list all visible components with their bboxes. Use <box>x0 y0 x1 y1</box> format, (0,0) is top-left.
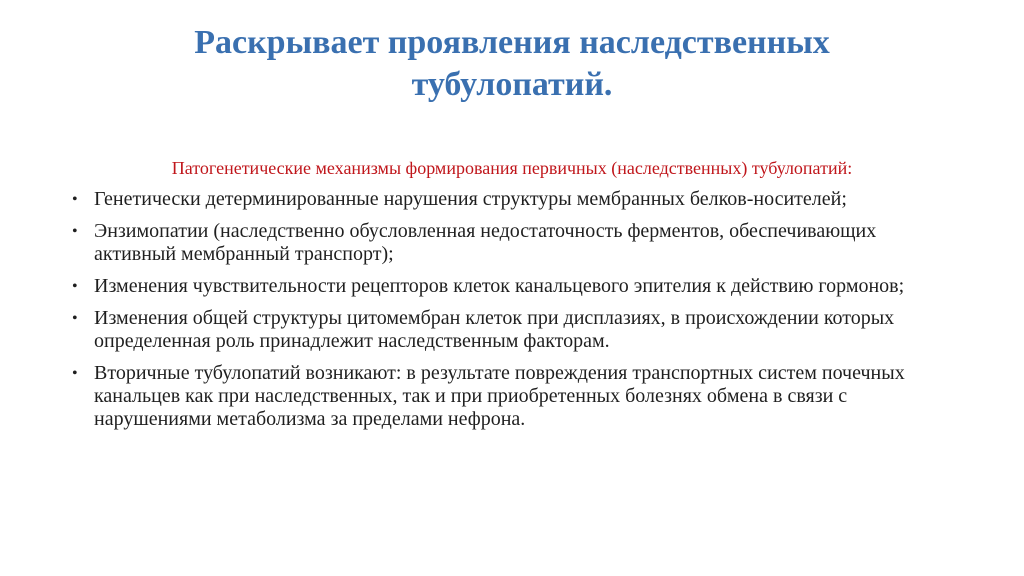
bullet-item-3 <box>72 275 952 298</box>
bullet-text: Изменения общей структуры цитомембран клеток при дисплазиях, в происхождении которых определенная роль принадлежит наследственным факторам. <box>94 307 895 352</box>
bullet-icon: • <box>72 223 78 240</box>
slide-title-line-2: тубулопатий. <box>411 66 613 103</box>
bullet-item-1 <box>72 188 952 211</box>
bullet-text: Генетически детерминированные нарушения структуры мембранных белков-носителей; <box>94 188 847 210</box>
bullet-icon: • <box>72 310 78 327</box>
bullet-item-4 <box>72 307 952 353</box>
slide-title-line-1: Раскрывает проявления наследственных <box>194 24 830 61</box>
bullet-item-5 <box>72 362 952 431</box>
bullet-icon: • <box>72 191 78 208</box>
bullet-icon: • <box>72 365 78 382</box>
bullet-text: Изменения чувствительности рецепторов клеток канальцевого эпителия к действию гормонов; <box>94 275 905 297</box>
bullet-icon: • <box>72 278 78 295</box>
bullet-item-2 <box>72 220 952 266</box>
bullet-text: Вторичные тубулопатий возникают: в результате повреждения транспортных систем почечных канальцев как при наследственных, так и при приобретенных болезнях обмена в связи с нарушениями метаболизма за пределами нефрона. <box>94 362 905 430</box>
slide-subtitle: Патогенетические механизмы формирования первичных (наследственных) тубулопатий: <box>171 158 853 178</box>
bullet-list <box>72 188 952 440</box>
slide-title <box>100 22 924 106</box>
bullet-text: Энзимопатии (наследственно обусловленная недостаточность ферментов, обеспечивающих активный мембранный транспорт); <box>94 220 877 265</box>
